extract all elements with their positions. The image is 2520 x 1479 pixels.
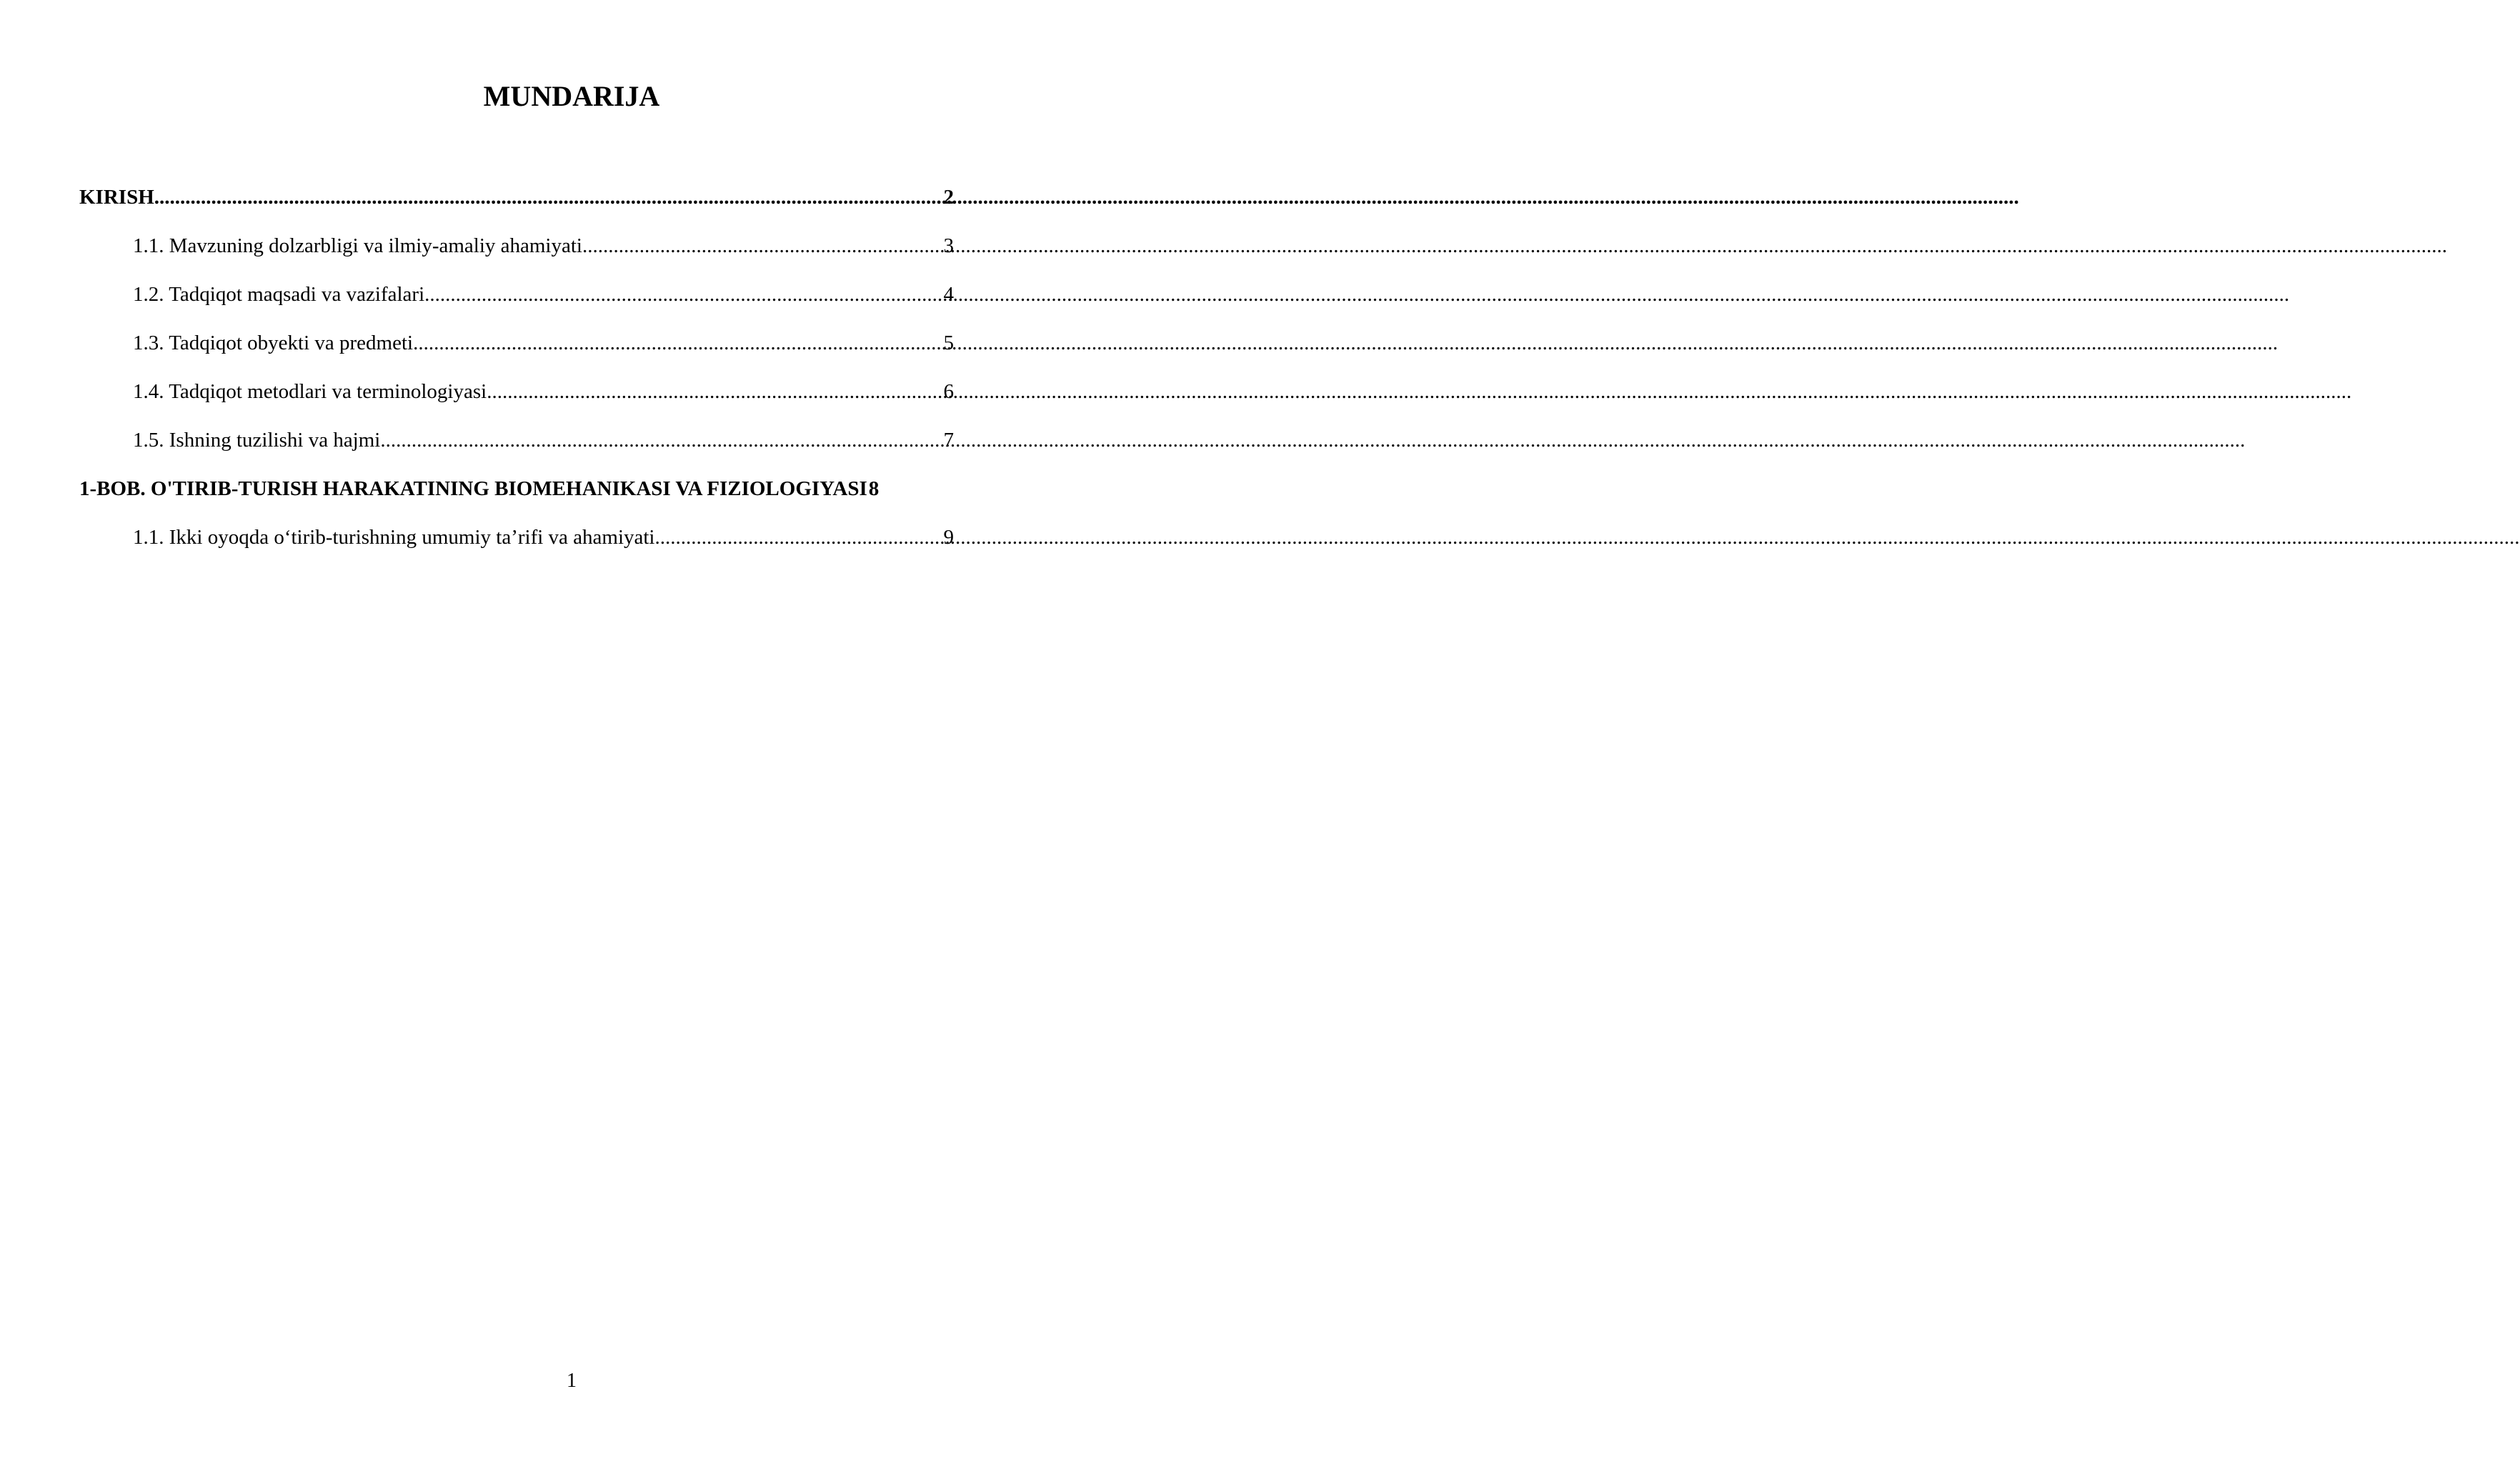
toc-entry-label: 1.4. Tadqiqot metodlari va terminologiyasi [133,380,487,403]
toc-entry-page: 2 [943,186,954,209]
toc-entry-label: 1.1. Ikki oyoqda o‘tirib-turishning umumiy ta’rifi va ahamiyati [133,526,655,549]
page-title: MUNDARIJA [483,80,660,112]
toc-dot-leader [424,279,942,310]
toc-entry-page: 3 [943,234,954,257]
toc-entry-1-1[interactable] [79,230,954,279]
toc-dot-leader [154,181,942,213]
table-of-contents [79,181,954,570]
toc-entry-1-5[interactable] [79,424,954,473]
toc-entry-chapter-1-1[interactable] [79,522,954,570]
toc-entry-page: 9 [943,526,954,549]
toc-entry-label: 1.5. Ishning tuzilishi va hajmi [133,429,381,452]
toc-dot-leader [655,522,942,553]
toc-entry-page: 4 [943,283,954,306]
toc-dot-leader [582,230,942,262]
toc-entry-kirish[interactable] [79,181,954,230]
toc-entry-label: 1.3. Tadqiqot obyekti va predmeti [133,332,414,354]
toc-dot-leader [413,327,942,359]
page-number: 1 [567,1370,577,1392]
toc-entry-1-4[interactable] [79,376,954,424]
toc-entry-label: 1.2. Tadqiqot maqsadi va vazifalari [133,283,425,306]
toc-entry-label: KIRISH [79,186,154,209]
toc-entry-label: 1-BOB. O'TIRIB-TURISH HARAKATINING BIOMEHANIKASI VA FIZIOLOGIYASI [79,477,867,500]
toc-entry-chapter-1[interactable] [79,473,954,522]
toc-entry-page: 5 [943,332,954,354]
toc-entry-page: 7 [943,429,954,452]
toc-dot-leader [380,424,942,456]
toc-entry-page: 6 [943,380,954,403]
document-page [0,0,1143,1479]
toc-entry-label: 1.1. Mavzuning dolzarbligi va ilmiy-amaliy ahamiyati [133,234,582,257]
toc-entry-page: 8 [868,477,880,500]
toc-entry-1-3[interactable] [79,327,954,376]
toc-dot-leader [487,376,942,407]
toc-entry-1-2[interactable] [79,279,954,327]
